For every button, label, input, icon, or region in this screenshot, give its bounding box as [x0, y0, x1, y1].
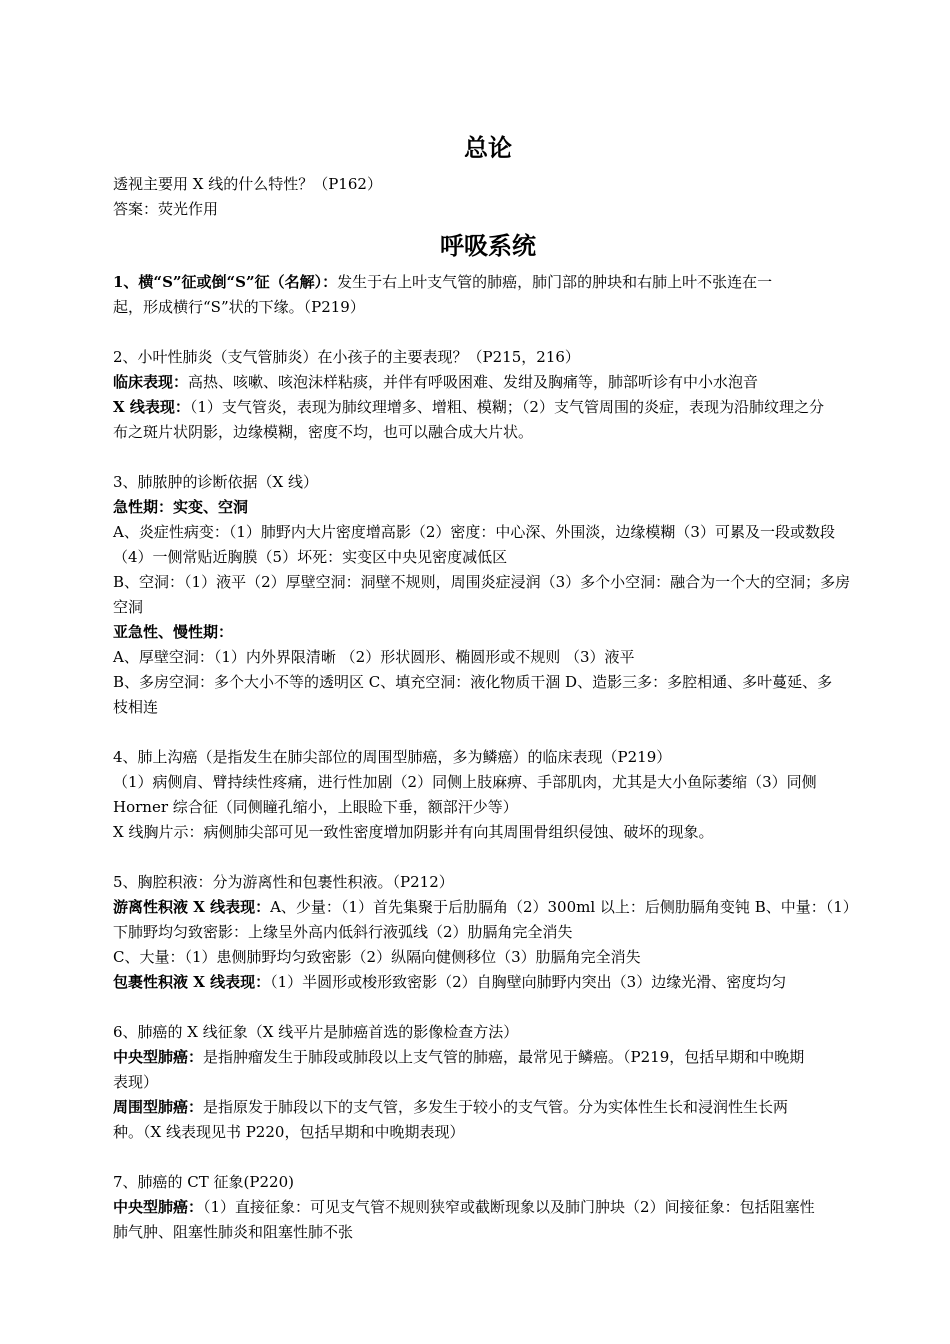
q3-a-line2: （4）一侧常贴近胸膜（5）坏死：实变区中央见密度减低区 [113, 548, 508, 566]
q1-line2: 起，形成横行“S”状的下缘。（P219） [113, 298, 365, 316]
q5-encapsulated [113, 970, 863, 995]
q2-title: 2、小叶性肺炎（支气管肺炎）在小孩子的主要表现？（P215，216） [113, 348, 580, 366]
q4-line1: （1）病侧肩、臂持续性疼痛，进行性加剧（2）同侧上肢麻痹、手部肌肉，尤其是大小鱼际萎缩（3）同侧 [113, 773, 817, 791]
q7-central [113, 1195, 863, 1220]
q3-d-line2: 枝相连 [113, 698, 159, 716]
q2-xray-label: X 线表现： [113, 398, 190, 416]
q6-central-text: 是指肿瘤发生于肺段或肺段以上支气管的肺癌，最常见于鳞癌。（P219，包括早期和中晚期 [203, 1048, 805, 1066]
q4-title: 4、肺上沟癌（是指发生在肺尖部位的周围型肺癌，多为鳞癌）的临床表现（P219） [113, 748, 672, 766]
q3-d-line1: B、多房空洞：多个大小不等的透明区 C、填充空洞：液化物质干涸 D、造影三多：多腔相通、多叶蔓延、多 [113, 673, 833, 691]
q2-xray [113, 395, 863, 420]
q6-peripheral-line2: 种。（X 线表现见书 P220，包括早期和中晚期表现） [113, 1123, 465, 1141]
document-page [113, 128, 863, 1245]
q5-enc-label: 包裹性积液 X 线表现： [113, 973, 271, 991]
q6-central-line2: 表现） [113, 1073, 159, 1091]
section-title-general: 总论 [464, 134, 512, 162]
q2-xray-text: （1）支气管炎，表现为肺纹理增多、增粗、模糊；（2）支气管周围的炎症，表现为沿肺纹理之分 [189, 398, 824, 416]
q4-line3: X 线胸片示：病侧肺尖部可见一致性密度增加阴影并有向其周围骨组织侵蚀、破坏的现象。 [113, 823, 714, 841]
q4-line2: Horner 综合征（同侧瞳孔缩小，上眼睑下垂，额部汗少等） [113, 798, 518, 816]
q5-free-line3: C、大量：（1）患侧肺野均匀致密影（2）纵隔向健侧移位（3）肋膈角完全消失 [113, 948, 641, 966]
q5-title: 5、胸腔积液：分为游离性和包裹性积液。（P212） [113, 873, 454, 891]
general-answer: 答案：荧光作用 [113, 200, 219, 218]
q6-peripheral-text: 是指原发于肺段以下的支气管，多发生于较小的支气管。分为实体性生长和浸润性生长两 [203, 1098, 789, 1116]
q5-enc-text: （1）半圆形或梭形致密影（2）自胸壁向肺野内突出（3）边缘光滑、密度均匀 [270, 973, 787, 991]
q5-free-text: A、少量：（1）首先集聚于后肋膈角（2）300ml 以上：后侧肋膈角变钝 B、中量：（1） [270, 898, 858, 916]
q6-central-label: 中央型肺癌： [113, 1048, 204, 1066]
q3-subacute-label: 亚急性、慢性期： [113, 623, 234, 641]
q3-a-line1: A、炎症性病变：（1）肺野内大片密度增高影（2）密度：中心深、外围淡，边缘模糊（3）可累及一段或数段 [113, 523, 835, 541]
q5-free-label: 游离性积液 X 线表现： [113, 898, 271, 916]
q2-clinical-text: 高热、咳嗽、咳泡沫样粘痰，并伴有呼吸困难、发绀及胸痛等，肺部听诊有中小水泡音 [188, 373, 759, 391]
q7-title: 7、肺癌的 CT 征象(P220) [113, 1173, 294, 1191]
q7-central-label: 中央型肺癌： [113, 1198, 204, 1216]
q2-xray-line2: 布之斑片状阴影，边缘模糊，密度不均，也可以融合成大片状。 [113, 423, 534, 441]
q6-central [113, 1045, 863, 1070]
q1-line1 [113, 270, 863, 295]
q6-title: 6、肺癌的 X 线征象（X 线平片是肺癌首选的影像检查方法） [113, 1023, 519, 1041]
q3-b-line1: B、空洞：（1）液平（2）厚壁空洞：洞壁不规则，周围炎症浸润（3）多个小空洞：融合为一个大的空洞；多房 [113, 573, 851, 591]
q5-free [113, 895, 863, 920]
q2-clinical [113, 370, 863, 395]
q6-peripheral [113, 1095, 863, 1120]
q7-central-line2: 肺气肿、阻塞性肺炎和阻塞性肺不张 [113, 1223, 354, 1241]
q3-b-line2: 空洞 [113, 598, 144, 616]
q2-clinical-label: 临床表现： [113, 373, 189, 391]
q1-label: 1、横“S”征或倒“S”征（名解）： [113, 273, 338, 291]
q1-text: 发生于右上叶支气管的肺癌，肺门部的肿块和右肺上叶不张连在一 [337, 273, 773, 291]
q6-peripheral-label: 周围型肺癌： [113, 1098, 204, 1116]
q3-acute-label: 急性期：实变、空洞 [113, 498, 249, 516]
q3-c-line1: A、厚壁空洞：（1）内外界限清晰 （2）形状圆形、椭圆形或不规则 （3）液平 [113, 648, 635, 666]
section-title-respiratory: 呼吸系统 [440, 232, 536, 260]
general-question: 透视主要用 X 线的什么特性？（P162） [113, 175, 382, 193]
q3-title: 3、肺脓肿的诊断依据（X 线） [113, 473, 318, 491]
q5-free-line2: 下肺野均匀致密影：上缘呈外高内低斜行液弧线（2）肋膈角完全消失 [113, 923, 573, 941]
q7-central-text: （1）直接征象：可见支气管不规则狭窄或截断现象以及肺门肿块（2）间接征象：包括阻塞性 [203, 1198, 815, 1216]
